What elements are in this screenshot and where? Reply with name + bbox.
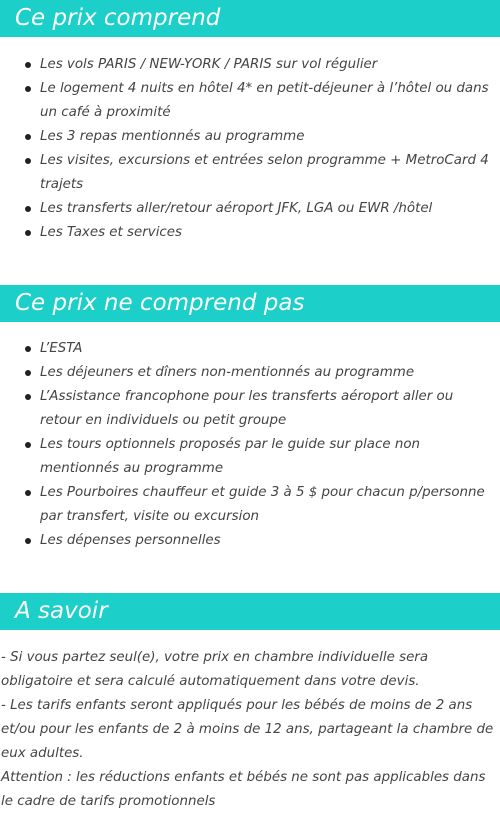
info-paragraph: - Si vous partez seul(e), votre prix en chambre individuelle sera obligatoire et sera calculé automatiquement dans votre devis. xyxy=(1,650,429,689)
list-item: Les dépenses personnelles xyxy=(0,529,500,553)
list-item: L’Assistance francophone pour les transferts aéroport aller ou retour en individuels ou petit groupe xyxy=(0,385,500,433)
includes-heading: Ce prix comprend xyxy=(0,0,500,37)
list-item: Les tours optionnels proposés par le guide sur place non mentionnés au programme xyxy=(0,433,500,481)
list-item: Le logement 4 nuits en hôtel 4* en petit-déjeuner à l’hôtel ou dans un café à proximité xyxy=(0,77,500,125)
info-heading: A savoir xyxy=(0,593,500,630)
excludes-heading: Ce prix ne comprend pas xyxy=(0,285,500,322)
info-text xyxy=(0,646,500,814)
info-paragraph: - Les tarifs enfants seront appliqués pour les bébés de moins de 2 ans et/ou pour les enfants de 2 à moins de 12 ans, partageant la chambre de eux adultes. xyxy=(1,698,494,761)
list-item: Les déjeuners et dîners non-mentionnés au programme xyxy=(0,361,500,385)
excludes-list xyxy=(0,337,500,553)
list-item: Les visites, excursions et entrées selon programme + MetroCard 4 trajets xyxy=(0,149,500,197)
list-item: Les vols PARIS / NEW-YORK / PARIS sur vol régulier xyxy=(0,53,500,77)
list-item: Les transferts aller/retour aéroport JFK, LGA ou EWR /hôtel xyxy=(0,197,500,221)
list-item: Les Taxes et services xyxy=(0,221,500,245)
info-paragraph: Attention : les réductions enfants et bébés ne sont pas applicables dans le cadre de tarifs promotionnels xyxy=(1,770,486,809)
list-item: L’ESTA xyxy=(0,337,500,361)
list-item: Les 3 repas mentionnés au programme xyxy=(0,125,500,149)
list-item: Les Pourboires chauffeur et guide 3 à 5 $ pour chacun p/personne par transfert, visite ou excursion xyxy=(0,481,500,529)
includes-list xyxy=(0,53,500,245)
